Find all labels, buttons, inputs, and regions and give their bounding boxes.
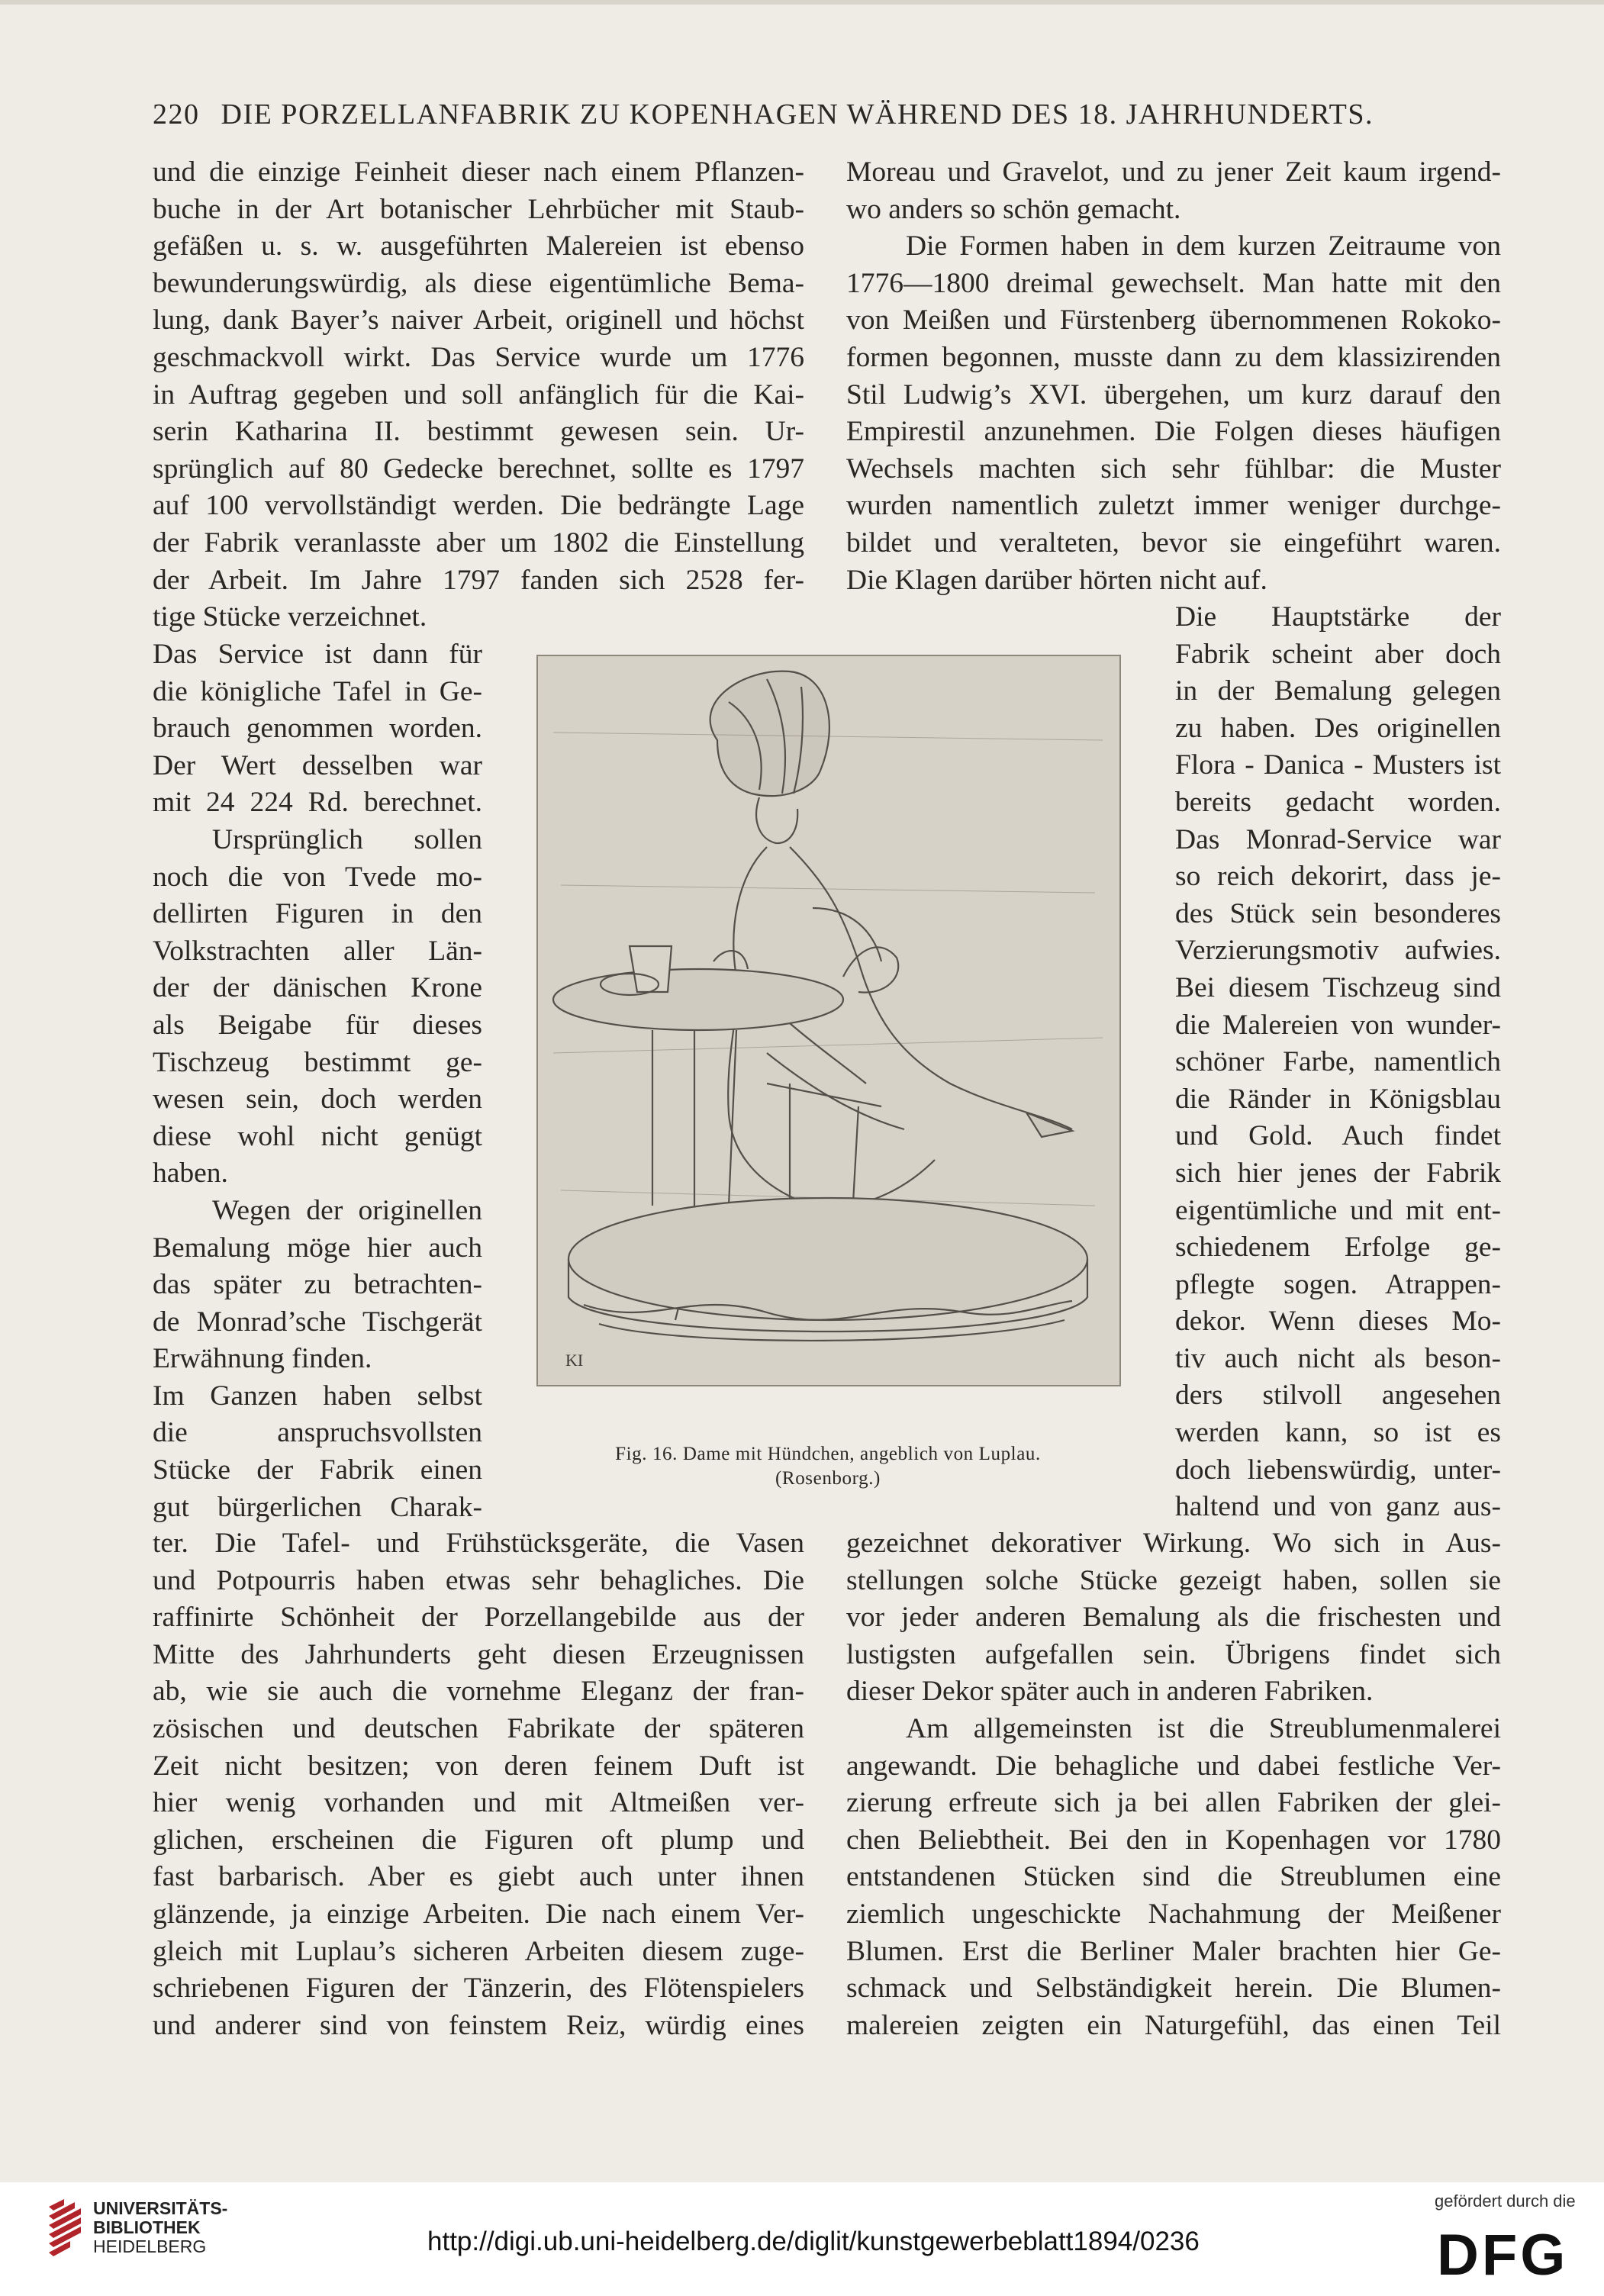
text-line: von Meißen und Fürstenberg übernommenen Rokoko- <box>846 304 1501 337</box>
text-line: haben. <box>153 1158 228 1190</box>
text-line: diese wohl nicht genügt <box>153 1120 482 1152</box>
text-line: ders stilvoll angesehen <box>1175 1380 1501 1412</box>
dfg-logo: DFG <box>1437 2223 1569 2288</box>
text-line: eigentümliche und mit ent- <box>1175 1194 1501 1226</box>
funding-text: gefördert durch die <box>1435 2191 1576 2211</box>
text-line: Bemalung möge hier auch <box>153 1232 482 1264</box>
text-line: die Ränder in Königsblau <box>1175 1083 1501 1115</box>
text-line: Das Monrad-Service war <box>1175 823 1501 855</box>
text-line: und Gold. Auch findet <box>1175 1120 1501 1152</box>
text-line: haltend und von ganz aus- <box>1175 1491 1501 1523</box>
text-line: Mitte des Jahrhunderts geht diesen Erzeugnissen <box>153 1638 804 1670</box>
text-line: Zeit nicht besitzen; von deren feinem Duft ist <box>153 1750 804 1782</box>
text-line: werden kann, so ist es <box>1175 1417 1501 1449</box>
text-line: hier wenig vorhanden und mit Altmeißen ver- <box>153 1787 804 1819</box>
text-line: zierung erfreute sich ja bei allen Fabriken der glei- <box>846 1787 1501 1819</box>
text-line: gezeichnet dekorativer Wirkung. Wo sich in Aus- <box>846 1528 1501 1559</box>
text-line: lung, dank Bayer’s naiver Arbeit, originell und höchst <box>153 304 804 337</box>
text-line: der Fabrik veranlasste aber um 1802 die Einstellung <box>153 527 804 559</box>
text-line: glichen, erscheinen die Figuren oft plump und <box>153 1824 804 1856</box>
library-line-1: UNIVERSITÄTS- <box>93 2198 228 2218</box>
text-line: zösischen und deutschen Fabrikate der späteren <box>153 1712 804 1744</box>
text-line: sprünglich auf 80 Gedecke berechnet, sollte es 1797 <box>153 452 804 485</box>
text-line: Ursprünglich sollen <box>212 823 482 855</box>
text-line: chen Beliebtheit. Bei den in Kopenhagen vor 1780 <box>846 1824 1501 1856</box>
text-line: Die Hauptstärke der <box>1175 601 1501 633</box>
text-line: und die einzige Feinheit dieser nach einem Pflanzen- <box>153 156 804 188</box>
text-line: angewandt. Die behagliche und dabei festliche Ver- <box>846 1750 1501 1782</box>
text-line: Fabrik scheint aber doch <box>1175 638 1501 670</box>
text-line: bereits gedacht worden. <box>1175 786 1501 818</box>
right-wrap-text <box>1175 599 1501 1526</box>
figure-illustration <box>538 656 1119 1385</box>
text-line: 1776—1800 dreimal gewechselt. Man hatte mit den <box>846 267 1501 299</box>
text-line: zu haben. Des originellen <box>1175 712 1501 744</box>
library-line-3: HEIDELBERG <box>93 2236 207 2256</box>
caption-line-1: Fig. 16. Dame mit Hündchen, angeblich von Luplau. <box>615 1444 1041 1464</box>
text-line: das später zu betrachten- <box>153 1269 482 1301</box>
text-line: Am allgemeinsten ist die Streublumenmalerei <box>906 1712 1501 1744</box>
text-line: Erwähnung finden. <box>153 1343 372 1375</box>
text-line: Empirestil anzunehmen. Die Folgen dieses häufigen <box>846 416 1501 448</box>
text-line: geschmackvoll wirkt. Das Service wurde um 1776 <box>153 341 804 373</box>
text-line: stellungen solche Stücke gezeigt haben, sollen sie <box>846 1564 1501 1596</box>
text-line: schiedenem Erfolge ge- <box>1175 1232 1501 1264</box>
text-line: und anderer sind von feinstem Reiz, würdig eines <box>153 2009 804 2041</box>
text-line: buche in der Art botanischer Lehrbücher mit Staub- <box>153 193 804 225</box>
left-wrap-text <box>153 636 482 1526</box>
text-line: sich hier jenes der Fabrik <box>1175 1157 1501 1189</box>
text-line: Volkstrachten aller Län- <box>153 935 482 967</box>
text-line: dieser Dekor später auch in anderen Fabriken. <box>846 1676 1374 1708</box>
text-line: noch die von Tvede mo- <box>153 861 482 893</box>
text-line: glänzende, ja einzige Arbeiten. Die nach einem Ver- <box>153 1898 804 1930</box>
text-line: bewunderungswürdig, als diese eigentümliche Bema- <box>153 267 804 299</box>
text-line: die Malereien von wunder- <box>1175 1009 1501 1041</box>
text-line: die königliche Tafel in Ge- <box>153 675 482 707</box>
text-line: Das Service ist dann für <box>153 639 482 670</box>
text-line: Wegen der originellen <box>212 1194 482 1226</box>
text-line: brauch genommen worden. <box>153 713 482 745</box>
text-line: Stil Ludwig’s XVI. übergehen, um kurz darauf den <box>846 378 1501 411</box>
text-line: der Arbeit. Im Jahre 1797 fanden sich 2528 fer- <box>153 564 804 596</box>
library-line-2: BIBLIOTHEK <box>93 2217 201 2237</box>
text-line: Bei diesem Tischzeug sind <box>1175 971 1501 1003</box>
running-header <box>153 98 1450 131</box>
figure-caption <box>527 1442 1129 1491</box>
text-line: Stücke der Fabrik einen <box>153 1454 482 1486</box>
artist-signature: KI <box>565 1351 584 1370</box>
text-line: und Potpourris haben etwas sehr behagliches. Die <box>153 1564 804 1596</box>
text-line: in Auftrag gegeben und soll anfänglich für die Kai- <box>153 378 804 411</box>
text-line: doch liebenswürdig, unter- <box>1175 1454 1501 1486</box>
text-line: dekor. Wenn dieses Mo- <box>1175 1306 1501 1338</box>
scan-edge <box>0 0 1604 5</box>
text-line: entstandenen Stücken sind die Streublumen eine <box>846 1861 1501 1893</box>
text-line: ziemlich ungeschickte Nachahmung der Meißener <box>846 1898 1501 1930</box>
text-line: vor jeder anderen Bemalung als die frischesten und <box>846 1602 1501 1634</box>
running-title: DIE PORZELLANFABRIK ZU KOPENHAGEN WÄHREND DES 18. JAHRHUNDERTS. <box>221 98 1374 130</box>
text-line: lustigsten aufgefallen sein. Übrigens findet sich <box>846 1638 1501 1670</box>
caption-line-2: (Rosenborg.) <box>775 1468 881 1489</box>
text-line: wurden namentlich zuletzt immer weniger durchge- <box>846 490 1501 522</box>
text-line: der der dänischen Krone <box>153 972 482 1004</box>
text-line: die anspruchsvollsten <box>153 1417 482 1449</box>
text-line: pflegte sogen. Atrappen- <box>1175 1268 1501 1300</box>
text-line: gut bürgerlichen Charak- <box>153 1491 482 1523</box>
text-line: raffinirte Schönheit der Porzellangebilde aus der <box>153 1602 804 1634</box>
text-line: schöner Farbe, namentlich <box>1175 1046 1501 1078</box>
right-column-bottom <box>846 1525 1501 2044</box>
text-line: gefäßen u. s. w. ausgeführten Malereien ist ebenso <box>153 230 804 262</box>
text-line: bildet und veralteten, bevor sie eingeführt waren. <box>846 527 1501 559</box>
text-line: de Monrad’sche Tischgerät <box>153 1306 482 1338</box>
permalink-url[interactable]: http://digi.ub.uni-heidelberg.de/diglit/kunstgewerbeblatt1894/0236 <box>427 2227 1200 2256</box>
text-line: Tischzeug bestimmt ge- <box>153 1046 482 1078</box>
text-line: dellirten Figuren in den <box>153 898 482 930</box>
text-line: Blumen. Erst die Berliner Maler brachten hier Ge- <box>846 1935 1501 1967</box>
text-line: tiv auch nicht als beson- <box>1175 1342 1501 1374</box>
digitization-footer <box>0 2182 1604 2296</box>
text-line: als Beigabe für dieses <box>153 1009 482 1041</box>
university-library-logo-icon <box>44 2198 87 2263</box>
text-line: Moreau und Gravelot, und zu jener Zeit kaum irgend- <box>846 156 1501 188</box>
text-line: fast barbarisch. Aber es giebt auch unter ihnen <box>153 1861 804 1893</box>
text-line: Der Wert desselben war <box>153 749 482 781</box>
left-column-top <box>153 154 804 636</box>
text-line: schmack und Selbständigkeit herein. Die Blumen- <box>846 1972 1501 2005</box>
text-line: auf 100 vervollständigt werden. Die bedrängte Lage <box>153 490 804 522</box>
figure-porcelain-lady-with-dog <box>536 655 1121 1386</box>
text-line: serin Katharina II. bestimmt gewesen sein. Ur- <box>153 416 804 448</box>
text-line: tige Stücke verzeichnet. <box>153 601 427 633</box>
text-line: Wechsels machten sich sehr fühlbar: die Muster <box>846 452 1501 485</box>
text-line: Die Formen haben in dem kurzen Zeitraume von <box>906 230 1501 262</box>
text-line: in der Bemalung gelegen <box>1175 675 1501 707</box>
left-column-bottom <box>153 1525 804 2044</box>
text-line: schriebenen Figuren der Tänzerin, des Flötenspielers <box>153 1972 804 2005</box>
text-line: des Stück sein besonderes <box>1175 897 1501 929</box>
text-line: Im Ganzen haben selbst <box>153 1380 482 1412</box>
library-name <box>93 2199 227 2256</box>
page-number: 220 <box>153 98 200 130</box>
text-line: Die Klagen darüber hörten nicht auf. <box>846 564 1267 596</box>
text-line: ab, wie sie auch die vornehme Eleganz der fran- <box>153 1676 804 1708</box>
text-line: ter. Die Tafel- und Frühstücksgeräte, die Vasen <box>153 1528 804 1559</box>
text-line: Flora - Danica - Musters ist <box>1175 749 1501 781</box>
text-line: wesen sein, doch werden <box>153 1084 482 1116</box>
text-line: gleich mit Luplau’s sicheren Arbeiten diesem zuge- <box>153 1935 804 1967</box>
text-line: wo anders so schön gemacht. <box>846 193 1181 225</box>
text-line: mit 24 224 Rd. berechnet. <box>153 787 482 819</box>
text-line: so reich dekorirt, dass je- <box>1175 861 1501 893</box>
text-line: malereien zeigten ein Naturgefühl, das einen Teil <box>846 2009 1501 2041</box>
right-column-top <box>846 154 1501 599</box>
text-line: formen begonnen, musste dann zu dem klassizirenden <box>846 341 1501 373</box>
text-line: Verzierungsmotiv aufwies. <box>1175 935 1501 967</box>
